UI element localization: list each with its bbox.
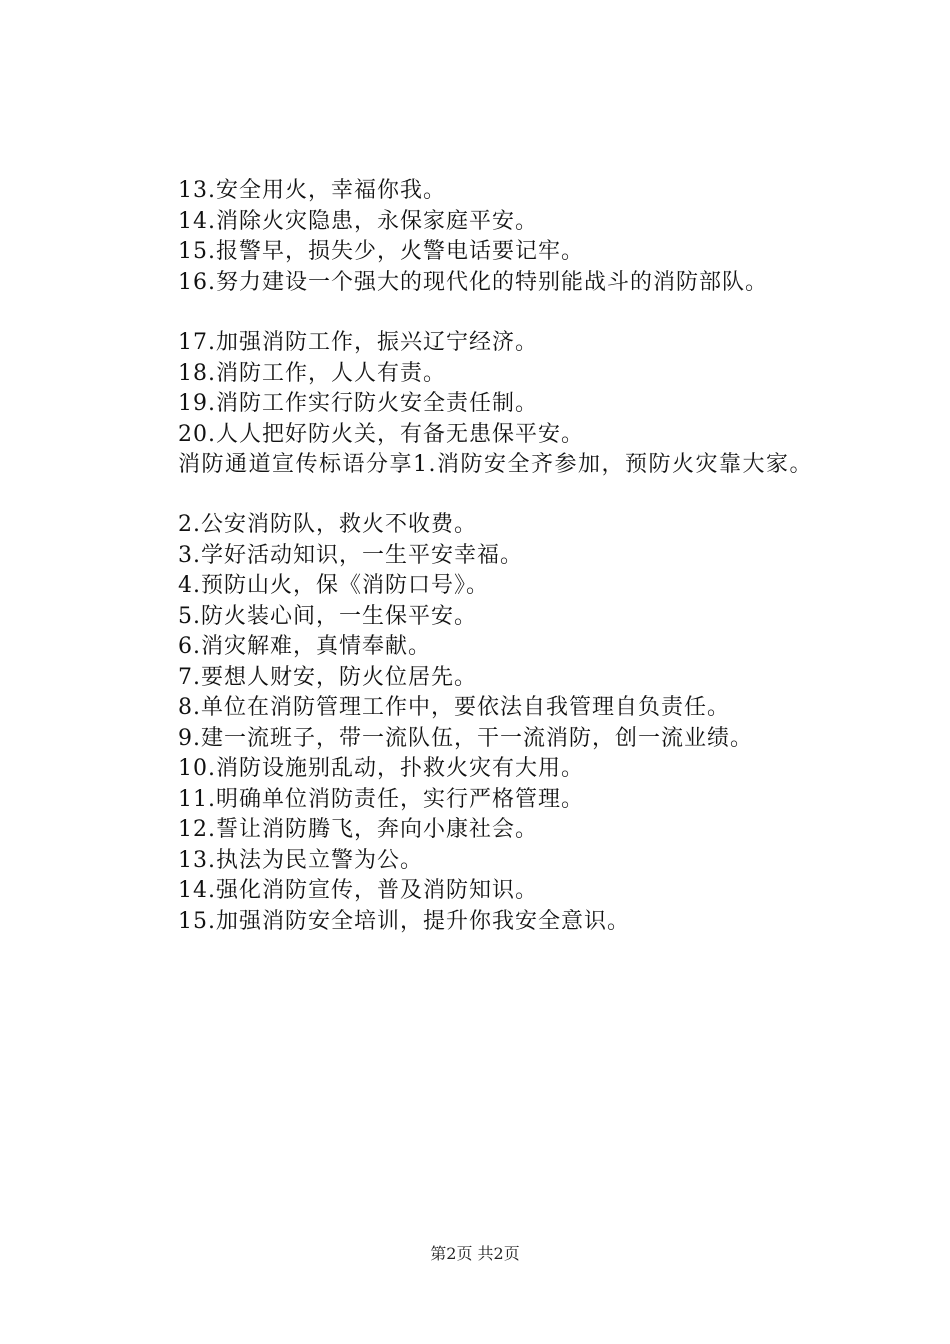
slogan-item: 11.明确单位消防责任，实行严格管理。 — [178, 786, 584, 812]
page-footer — [0, 1244, 950, 1264]
page-number: 第2页 共2页 — [430, 1244, 520, 1263]
slogan-item: 15.报警早，损失少，火警电话要记牢。 — [178, 239, 584, 264]
slogan-item: 5.防火装心间，一生保平安。 — [178, 603, 477, 629]
slogan-list-part3 — [128, 510, 840, 937]
slogan-item: 19.消防工作实行防火安全责任制。 — [178, 391, 538, 416]
slogan-item: 12.誓让消防腾飞，奔向小康社会。 — [178, 817, 538, 842]
slogan-item: 17.加强消防工作，振兴辽宁经济。 — [178, 330, 538, 355]
slogan-item: 13.执法为民立警为公。 — [178, 847, 423, 873]
section-intro — [128, 450, 840, 481]
slogan-item: 14.强化消防宣传，普及消防知识。 — [178, 878, 538, 903]
slogan-item: 16.努力建设一个强大的现代化的特别能战斗的消防部队。 — [178, 269, 768, 295]
slogan-item: 7.要想人财安，防火位居先。 — [178, 664, 477, 690]
slogan-item: 10.消防设施别乱动，扑救火灾有大用。 — [178, 756, 584, 781]
slogan-item: 4.预防山火，保《消防口号》。 — [178, 573, 489, 598]
slogan-item: 3.学好活动知识，一生平安幸福。 — [178, 542, 523, 568]
slogan-list-part1 — [128, 176, 840, 298]
slogan-item: 8.单位在消防管理工作中，要依法自我管理自负责任。 — [178, 695, 730, 720]
slogan-item: 2.公安消防队，救火不收费。 — [178, 512, 477, 537]
slogan-item: 20.人人把好防火关，有备无患保平安。 — [178, 421, 584, 447]
slogan-item: 9.建一流班子，带一流队伍，干一流消防，创一流业绩。 — [178, 725, 753, 751]
slogan-item: 6.消灾解难，真情奉献。 — [178, 634, 431, 659]
slogan-item: 18.消防工作，人人有责。 — [178, 360, 446, 386]
section-paragraph: 消防通道宣传标语分享1.消防安全齐参加，预防火灾靠大家。 — [178, 452, 813, 477]
slogan-list-part2 — [128, 328, 840, 450]
slogan-item: 15.加强消防安全培训，提升你我安全意识。 — [178, 908, 630, 934]
slogan-item: 13.安全用火，幸福你我。 — [178, 178, 446, 203]
slogan-item: 14.消除火灾隐患，永保家庭平安。 — [178, 208, 538, 234]
